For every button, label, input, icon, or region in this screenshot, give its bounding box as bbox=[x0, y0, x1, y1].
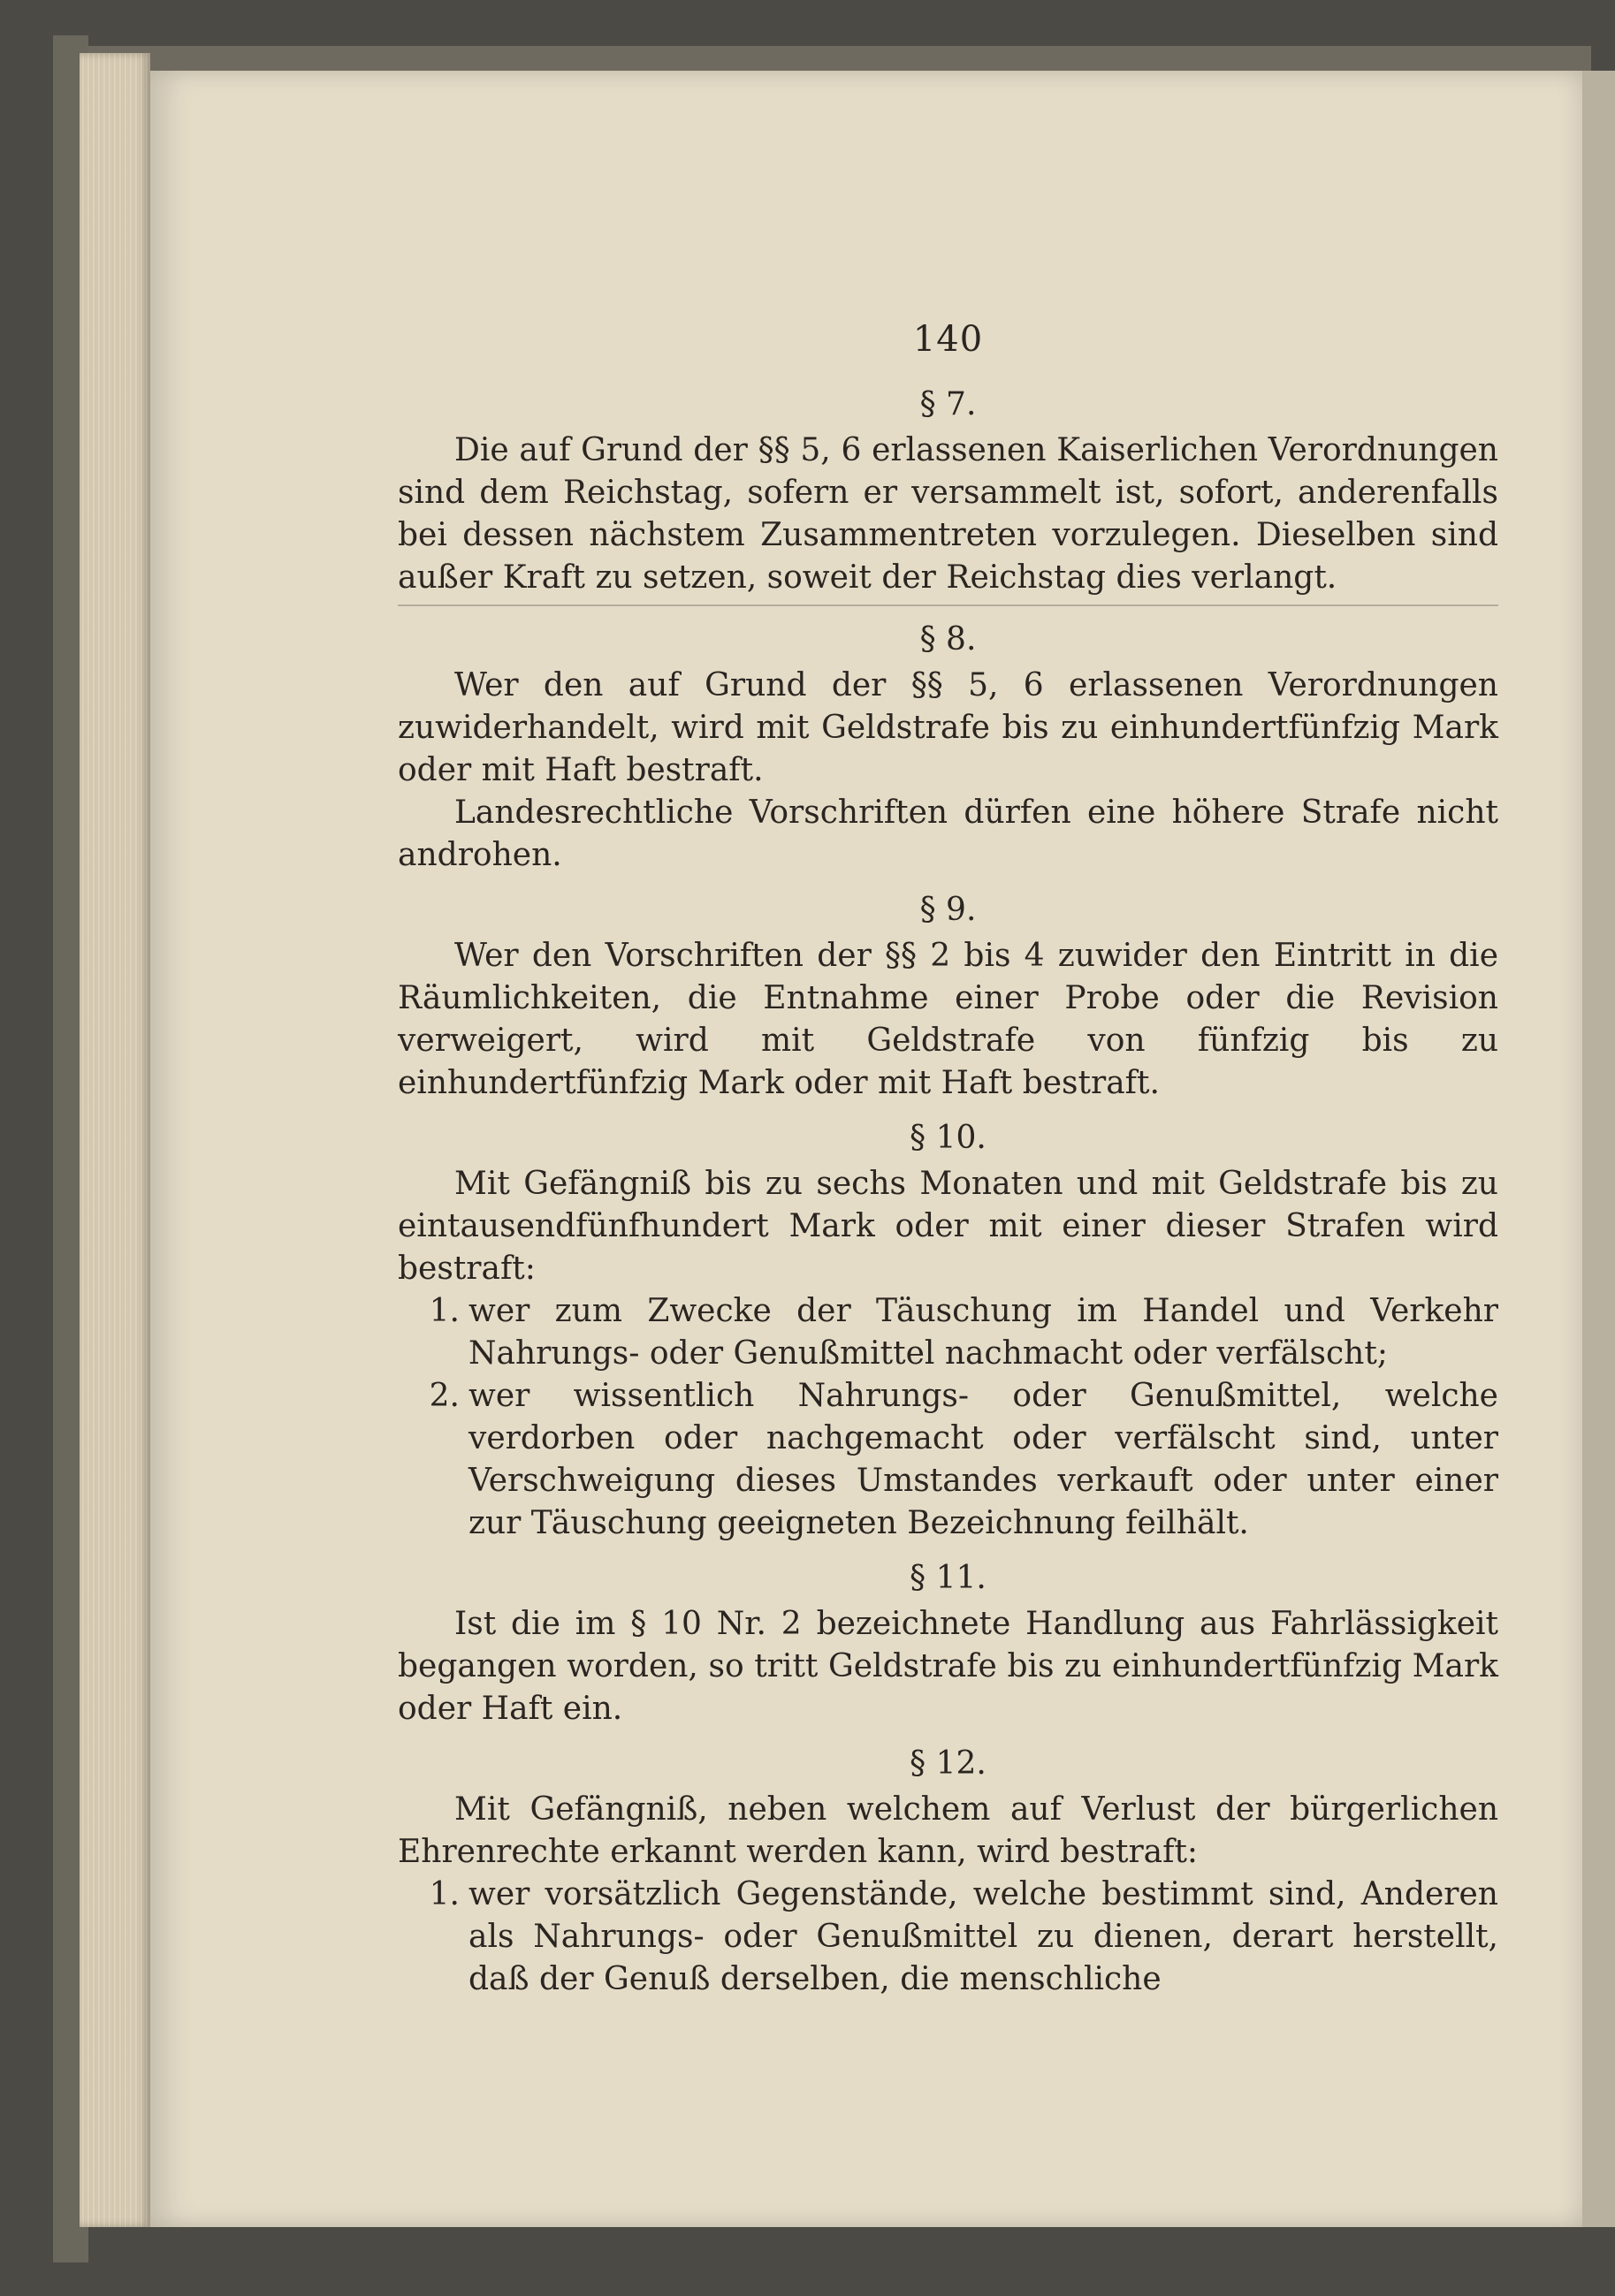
paragraph: Die auf Grund der §§ 5, 6 erlassenen Kaiserlichen Verordnungen sind dem Reichstag, sofern er versammelt ist, sofort, anderenfalls bei dessen nächstem Zusammentreten vorzulegen. Dieselben sind außer Kraft zu setzen, soweit der Reichstag dies verlangt. bbox=[398, 432, 1498, 596]
paragraph: Mit Gefängniß bis zu sechs Monaten und mit Geldstrafe bis zu eintausendfünfhundert Mark oder mit einer dieser Strafen wird bestraft: bbox=[398, 1166, 1498, 1287]
item-text: wer vorsätzlich Gegenstände, welche bestimmt sind, Anderen als Nahrungs- oder Genußmittel zu dienen, derart herstellt, daß der Genuß derselben, die menschliche bbox=[469, 1876, 1498, 1997]
section-9 bbox=[398, 889, 1498, 1105]
list-item bbox=[398, 1290, 1498, 1375]
item-text: wer zum Zwecke der Täuschung im Handel und Verkehr Nahrungs- oder Genußmittel nachmacht oder verfälscht; bbox=[469, 1293, 1498, 1372]
page-number: 140 bbox=[912, 319, 984, 360]
section-8 bbox=[398, 619, 1498, 877]
paragraph: Mit Gefängniß, neben welchem auf Verlust der bürgerlichen Ehrenrechte erkannt werden kann, wird bestraft: bbox=[398, 1791, 1498, 1870]
item-number: 1. bbox=[429, 1876, 460, 1912]
section-heading: § 8. bbox=[919, 621, 977, 658]
section-heading: § 7. bbox=[919, 386, 977, 422]
paragraph: Wer den Vorschriften der §§ 2 bis 4 zuwider den Eintritt in die Räumlichkeiten, die Entnahme einer Probe oder die Revision verweigert, wird mit Geldstrafe von fünfzig bis zu einhundertfünfzig Mark oder mit Haft bestraft. bbox=[398, 938, 1498, 1101]
page-content bbox=[398, 309, 1498, 2001]
section-12 bbox=[398, 1743, 1498, 2001]
divider-line bbox=[398, 604, 1498, 606]
list-item bbox=[398, 1375, 1498, 1545]
paragraph: Wer den auf Grund der §§ 5, 6 erlassenen Verordnungen zuwiderhandelt, wird mit Geldstrafe bis zu einhundertfünfzig Mark oder mit Haft bestraft. bbox=[398, 667, 1498, 788]
item-number: 2. bbox=[429, 1378, 460, 1414]
facing-page-edge bbox=[1582, 71, 1615, 2227]
section-heading: § 11. bbox=[910, 1560, 987, 1596]
section-11 bbox=[398, 1557, 1498, 1730]
paragraph: Ist die im § 10 Nr. 2 bezeichnete Handlung aus Fahrlässigkeit begangen worden, so tritt Geldstrafe bis zu einhundertfünfzig Mark oder Haft ein. bbox=[398, 1606, 1498, 1727]
page-stack-edge bbox=[80, 53, 150, 2227]
section-heading: § 10. bbox=[910, 1120, 987, 1156]
section-heading: § 12. bbox=[910, 1745, 987, 1782]
list-item bbox=[398, 1874, 1498, 2001]
item-number: 1. bbox=[429, 1293, 460, 1329]
item-text: wer wissentlich Nahrungs- oder Genußmittel, welche verdorben oder nachgemacht oder verfälscht sind, unter Verschweigung dieses Umstandes verkauft oder unter einer zur Täuschung geeigneten Bezeichnung feilhält. bbox=[469, 1378, 1498, 1541]
item-list bbox=[398, 1290, 1498, 1545]
section-10 bbox=[398, 1117, 1498, 1545]
section-heading: § 9. bbox=[919, 892, 977, 928]
paragraph: Landesrechtliche Vorschriften dürfen eine höhere Strafe nicht androhen. bbox=[398, 794, 1498, 873]
item-list bbox=[398, 1874, 1498, 2001]
section-7 bbox=[398, 384, 1498, 599]
